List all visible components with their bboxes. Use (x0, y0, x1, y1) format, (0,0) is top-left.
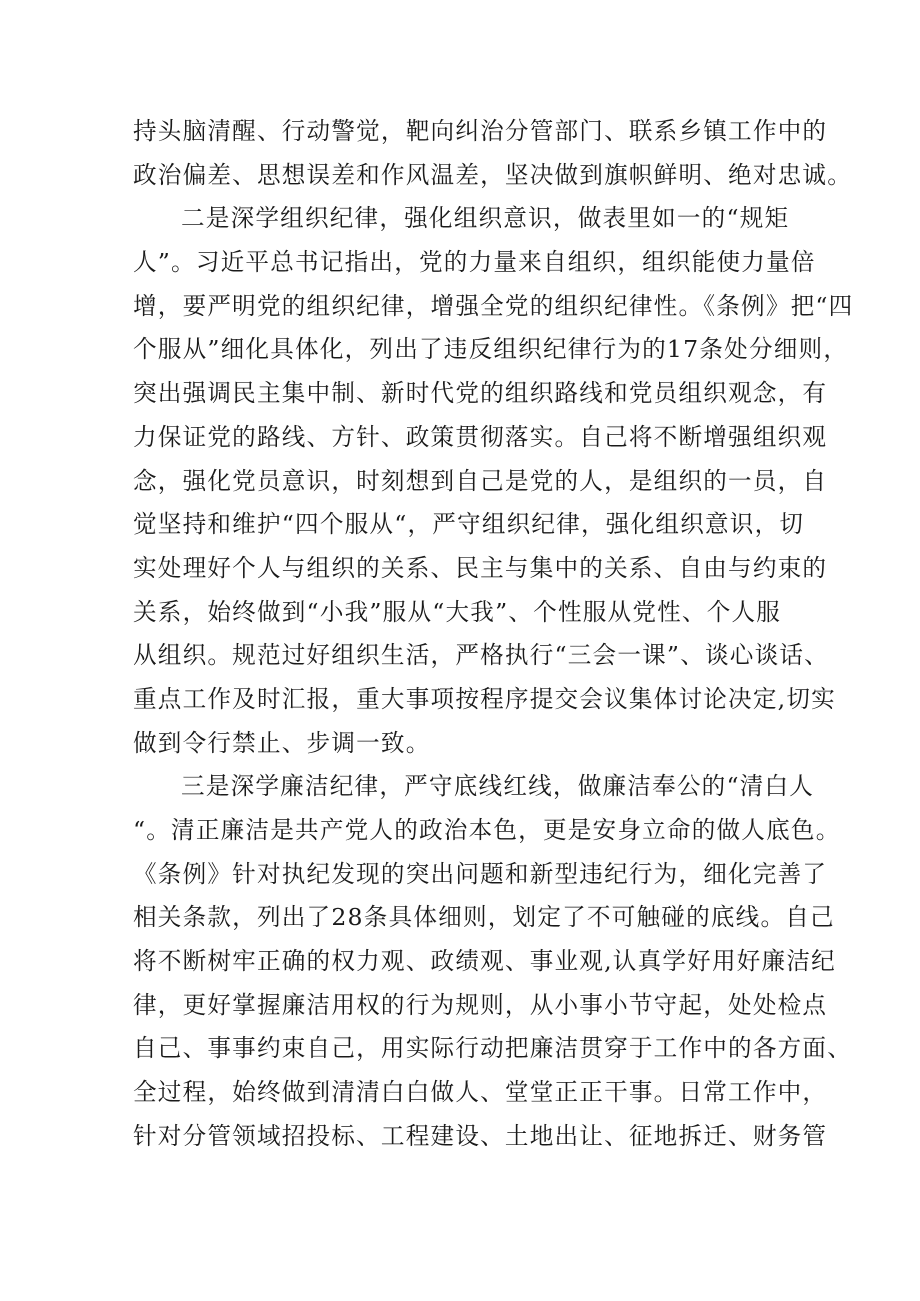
paragraph-line: 全过程，始终做到清清白白做人、堂堂正正干事。日常工作中， (133, 1078, 828, 1107)
paragraph-line: 做到令行禁止、步调一致。 (133, 728, 431, 757)
paragraph-line: 人”。习近平总书记指出，党的力量来自组织，组织能使力量倍 (133, 248, 816, 277)
paragraph-line: 相关条款，列出了28条具体细则，划定了不可触碰的底线。自己 (133, 903, 835, 932)
paragraph-line: 政治偏差、思想误差和作风温差，坚决做到旗帜鲜明、绝对忠诚。 (133, 160, 853, 189)
paragraph-line: 从组织。规范过好组织生活，严格执行“三会一课”、谈心谈话、 (133, 641, 829, 670)
paragraph-line: “。清正廉洁是共产党人的政治本色，更是安身立命的做人底色。 (133, 816, 841, 844)
paragraph-line: 将不断树牢正确的权力观、政绩观、事业观,认真学好用好廉洁纪 (133, 947, 836, 976)
paragraph-line: 持头脑清醒、行动警觉，靶向纠治分管部门、联系乡镇工作中的 (133, 117, 828, 145)
paragraph-line: 关系，始终做到“小我”服从“大我”、个性服从党性、个人服 (133, 597, 782, 626)
paragraph-line: 个服从”细化具体化，列出了违反组织纪律行为的17条处分细则， (133, 335, 849, 364)
paragraph-line: 重点工作及时汇报，重大事项按程序提交会议集体讨论决定,切实 (133, 684, 836, 713)
paragraph-line: 实处理好个人与组织的关系、民主与集中的关系、自由与约束的 (133, 553, 828, 582)
paragraph-line: 律，更好掌握廉洁用权的行为规则，从小事小节守起，处处检点 (133, 990, 828, 1019)
paragraph-line: 增，要严明党的组织纪律，增强全党的组织纪律性。《条例》把“四 (133, 291, 854, 320)
paragraph-line: 觉坚持和维护“四个服从“，严守组织纪律，强化组织意识，切 (133, 510, 805, 539)
paragraph-line: 二是深学组织纪律，强化组织意识，做表里如一的“规矩 (181, 204, 790, 233)
paragraph-line: 三是深学廉洁纪律，严守底线红线，做廉洁奉公的“清白人 (181, 772, 815, 801)
paragraph-line: 针对分管领域招投标、工程建设、土地出让、征地拆迁、财务管 (133, 1121, 828, 1150)
paragraph-line: 突出强调民主集中制、新时代党的组织路线和党员组织观念，有 (133, 379, 828, 408)
document-body (133, 110, 854, 1159)
paragraph-line: 念，强化党员意识，时刻想到自己是党的人，是组织的一员，自 (133, 466, 828, 495)
paragraph-line: 力保证党的路线、方针、政策贯彻落实。自己将不断增强组织观 (133, 422, 828, 451)
paragraph-line: 《条例》针对执纪发现的突出问题和新型违纪行为，细化完善了 (133, 859, 828, 888)
paragraph-line: 自己、事事约束自己，用实际行动把廉洁贯穿于工作中的各方面、 (133, 1034, 853, 1063)
